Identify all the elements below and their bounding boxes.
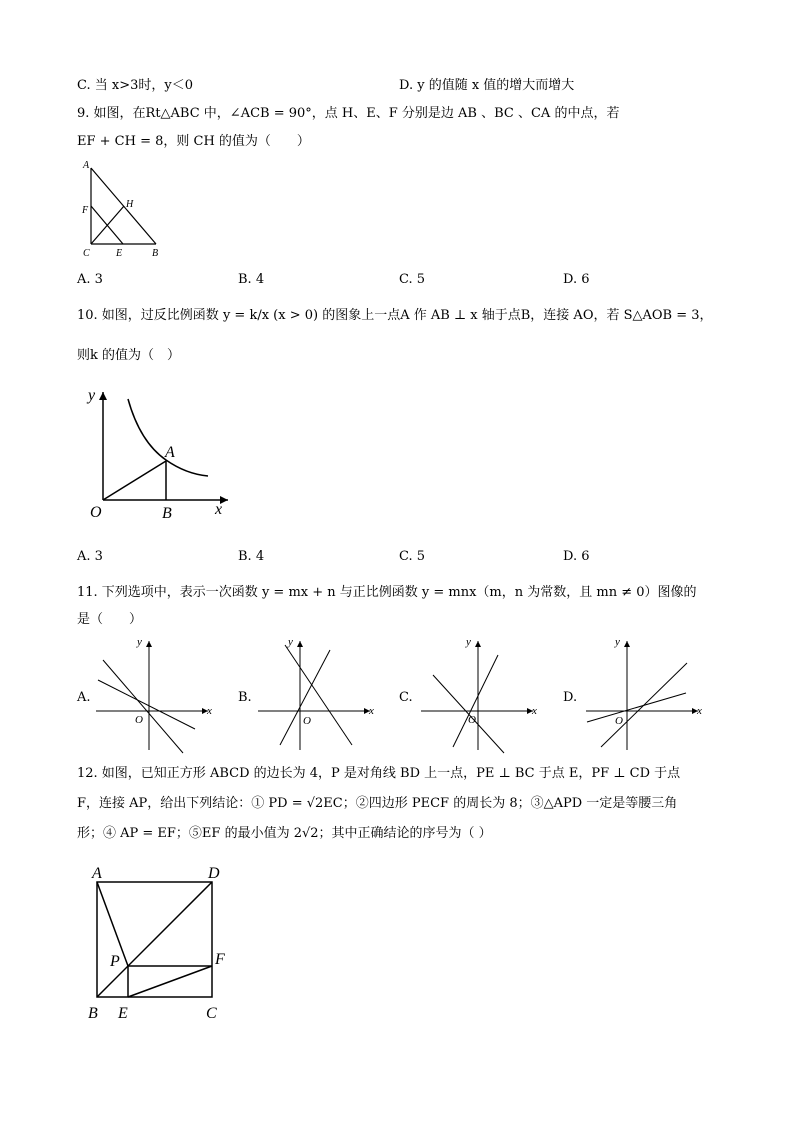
q12-label-f: F — [215, 951, 225, 968]
q11-graph-c — [418, 635, 543, 755]
q11-graph-b-label: B. — [238, 690, 252, 705]
q11-graph-c-label: C. — [399, 690, 413, 705]
q11-stem-line2: 是（ ） — [77, 612, 143, 627]
q8-option-c: C. 当 x>3时，y＜0 — [77, 78, 193, 93]
q12-label-c: C — [206, 1005, 217, 1022]
q12-square-figure — [82, 860, 242, 1030]
q9-option-c: C. 5 — [399, 272, 426, 287]
q9-label-a: A — [83, 160, 90, 171]
q10-label-x: x — [215, 501, 223, 518]
q10-label-b: B — [162, 505, 172, 522]
q9-label-e: E — [116, 248, 123, 259]
q12-label-p: P — [110, 953, 120, 970]
q10-label-o: O — [90, 504, 102, 521]
q10-option-d: D. 6 — [563, 549, 590, 564]
q11-c-x-label: x — [532, 705, 537, 717]
q12-label-a: A — [92, 865, 102, 882]
q11-b-origin-label: O — [303, 715, 311, 727]
q10-option-b: B. 4 — [238, 549, 265, 564]
q9-option-a: A. 3 — [77, 272, 103, 287]
q11-graph-b — [255, 635, 380, 755]
q8-option-d: D. y 的值随 x 值的增大而增大 — [399, 78, 575, 93]
q12-label-e: E — [118, 1005, 128, 1022]
q11-b-x-label: x — [369, 705, 374, 717]
q11-a-origin-label: O — [135, 714, 143, 726]
q9-label-c: C — [83, 248, 90, 259]
q9-label-h: H — [126, 199, 134, 210]
q12-stem-line1: 12. 如图，已知正方形 ABCD 的边长为 4，P 是对角线 BD 上一点，PE ⊥ BC 于点 E，PF ⊥ CD 于点 — [77, 766, 681, 781]
q11-c-y-label: y — [466, 636, 471, 648]
q11-graph-a — [93, 635, 218, 755]
q11-c-origin-label: O — [468, 714, 476, 726]
q10-label-y: y — [88, 387, 96, 404]
q12-label-b: B — [88, 1005, 98, 1022]
q10-stem-line1: 10. 如图，过反比例函数 y = k/x (x > 0) 的图象上一点A 作 AB ⊥ x 轴于点B，连接 AO，若 S△AOB = 3， — [77, 308, 713, 323]
q11-b-y-label: y — [288, 636, 293, 648]
q10-option-a: A. 3 — [77, 549, 103, 564]
q10-label-a: A — [165, 444, 175, 461]
q12-label-d: D — [208, 865, 220, 882]
q11-d-origin-label: O — [615, 715, 623, 727]
q11-d-y-label: y — [615, 636, 620, 648]
q9-option-d: D. 6 — [563, 272, 590, 287]
q11-graph-a-label: A. — [77, 690, 91, 705]
q10-option-c: C. 5 — [399, 549, 426, 564]
q11-graph-d-label: D. — [563, 690, 578, 705]
q10-stem-line2: 则k 的值为（ ） — [77, 348, 181, 363]
q11-stem-line1: 11. 下列选项中，表示一次函数 y = mx + n 与正比例函数 y = mnx（m，n 为常数，且 mn ≠ 0）图像的 — [77, 585, 697, 600]
q9-stem-line2: EF + CH = 8，则 CH 的值为（ ） — [77, 134, 310, 149]
q11-d-x-label: x — [697, 705, 702, 717]
q9-label-b: B — [152, 248, 159, 259]
q11-a-x-label: x — [207, 705, 212, 717]
q9-stem-line1: 9. 如图，在Rt△ABC 中，∠ACB = 90°，点 H、E、F 分别是边 AB 、BC 、CA 的中点，若 — [77, 106, 620, 121]
q9-triangle-figure — [78, 160, 168, 260]
q11-a-y-label: y — [137, 636, 142, 648]
q11-graph-d — [583, 635, 708, 755]
q9-option-b: B. 4 — [238, 272, 265, 287]
q12-stem-line3: 形；④ AP = EF；⑤EF 的最小值为 2√2；其中正确结论的序号为（ ） — [77, 826, 492, 841]
q9-label-f: F — [82, 205, 89, 216]
q12-stem-line2: F，连接 AP，给出下列结论：① PD = √2EC；②四边形 PECF 的周长为 8；③△APD 一定是等腰三角 — [77, 796, 678, 811]
q10-hyperbola-figure — [78, 382, 248, 532]
